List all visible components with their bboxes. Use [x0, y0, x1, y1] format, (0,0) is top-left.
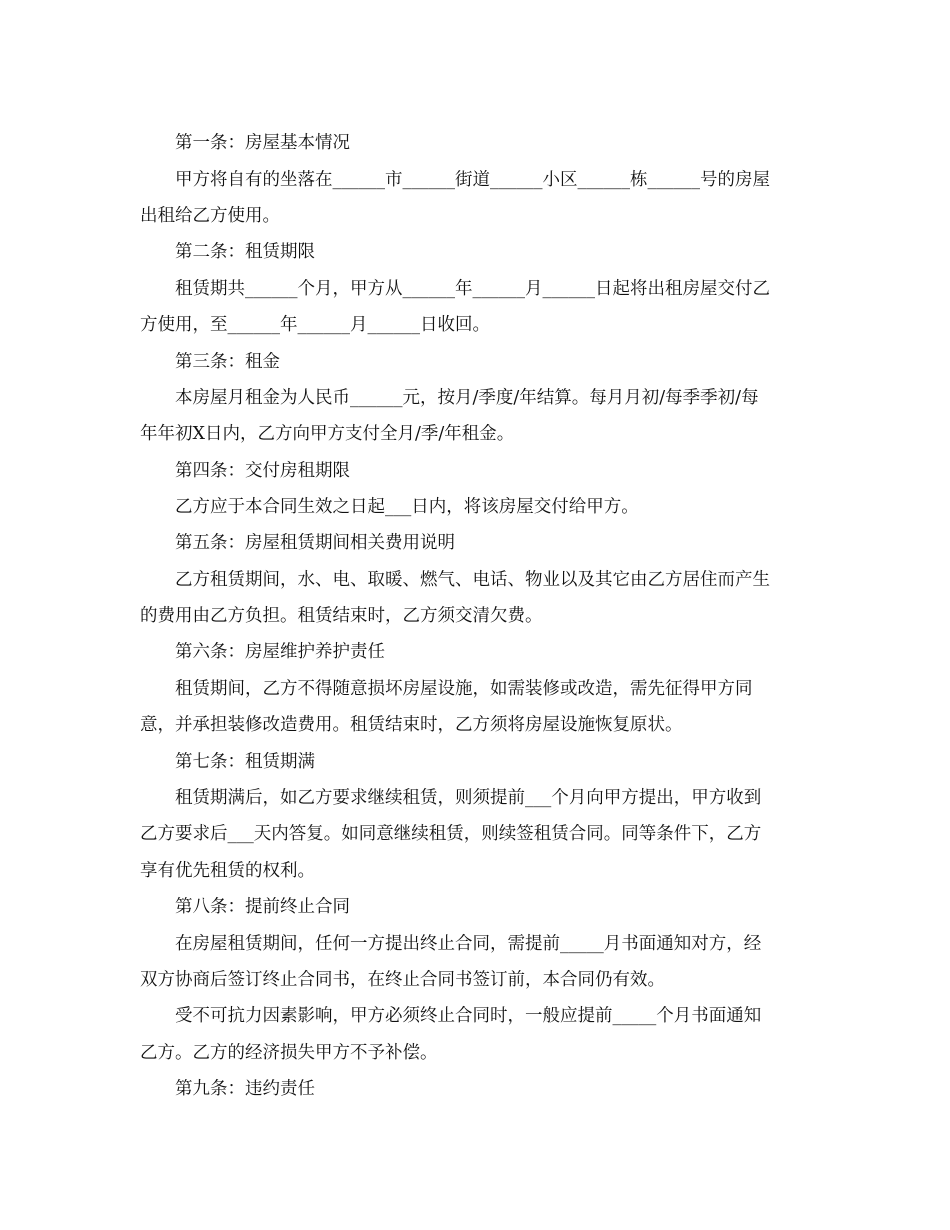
article-8-text-line-3: 受不可抗力因素影响，甲方必须终止合同时，一般应提前_____个月书面通知 — [175, 1006, 762, 1026]
article-3-text-line-2: 年年初X日内，乙方向甲方支付全月/季/年租金。 — [140, 424, 515, 444]
article-7-text-line-2: 乙方要求后___天内答复。如同意继续租赁，则续签租赁合同。同等条件下，乙方 — [140, 824, 762, 844]
article-3-text-line-1: 本房屋月租金为人民币______元，按月/季度/年结算。每月月初/每季季初/每 — [175, 388, 759, 408]
article-8-text-line-4: 乙方。乙方的经济损失甲方不予补偿。 — [140, 1043, 438, 1063]
article-7-text-line-3: 享有优先租赁的权利。 — [140, 861, 315, 881]
article-7-text-line-1: 租赁期满后，如乙方要求继续租赁，则须提前___个月向甲方提出，甲方收到 — [175, 788, 762, 808]
article-6-heading: 第六条：房屋维护养护责任 — [175, 642, 385, 662]
article-2-text-line-1: 租赁期共______个月，甲方从______年______月______日起将出租房屋交付乙 — [175, 279, 770, 299]
article-5-text-line-1: 乙方租赁期间，水、电、取暖、燃气、电话、物业以及其它由乙方居住而产生 — [175, 570, 770, 590]
article-2-text-line-2: 方使用，至______年______月______日收回。 — [140, 315, 490, 335]
article-5-heading: 第五条：房屋租赁期间相关费用说明 — [175, 533, 455, 553]
article-8-heading: 第八条：提前终止合同 — [175, 897, 350, 917]
article-4-heading: 第四条：交付房租期限 — [175, 461, 350, 481]
article-1-text-line-1: 甲方将自有的坐落在______市______街道______小区______栋______号的房屋 — [175, 170, 770, 190]
article-5-text-line-2: 的费用由乙方负担。租赁结束时，乙方须交清欠费。 — [140, 606, 543, 626]
article-7-heading: 第七条：租赁期满 — [175, 752, 315, 772]
article-8-text-line-2: 双方协商后签订终止合同书，在终止合同书签订前，本合同仍有效。 — [140, 970, 665, 990]
article-9-heading: 第九条：违约责任 — [175, 1079, 315, 1099]
article-6-text-line-2: 意，并承担装修改造费用。租赁结束时，乙方须将房屋设施恢复原状。 — [140, 715, 683, 735]
article-1-heading: 第一条：房屋基本情况 — [175, 133, 350, 153]
article-1-text-line-2: 出租给乙方使用。 — [140, 206, 280, 226]
article-8-text-line-1: 在房屋租赁期间，任何一方提出终止合同，需提前_____月书面通知对方，经 — [175, 934, 762, 954]
article-3-heading: 第三条：租金 — [175, 352, 280, 372]
article-2-heading: 第二条：租赁期限 — [175, 242, 315, 262]
article-6-text-line-1: 租赁期间，乙方不得随意损坏房屋设施，如需装修或改造，需先征得甲方同 — [175, 679, 753, 699]
article-4-text-line-1: 乙方应于本合同生效之日起___日内，将该房屋交付给甲方。 — [175, 497, 639, 517]
